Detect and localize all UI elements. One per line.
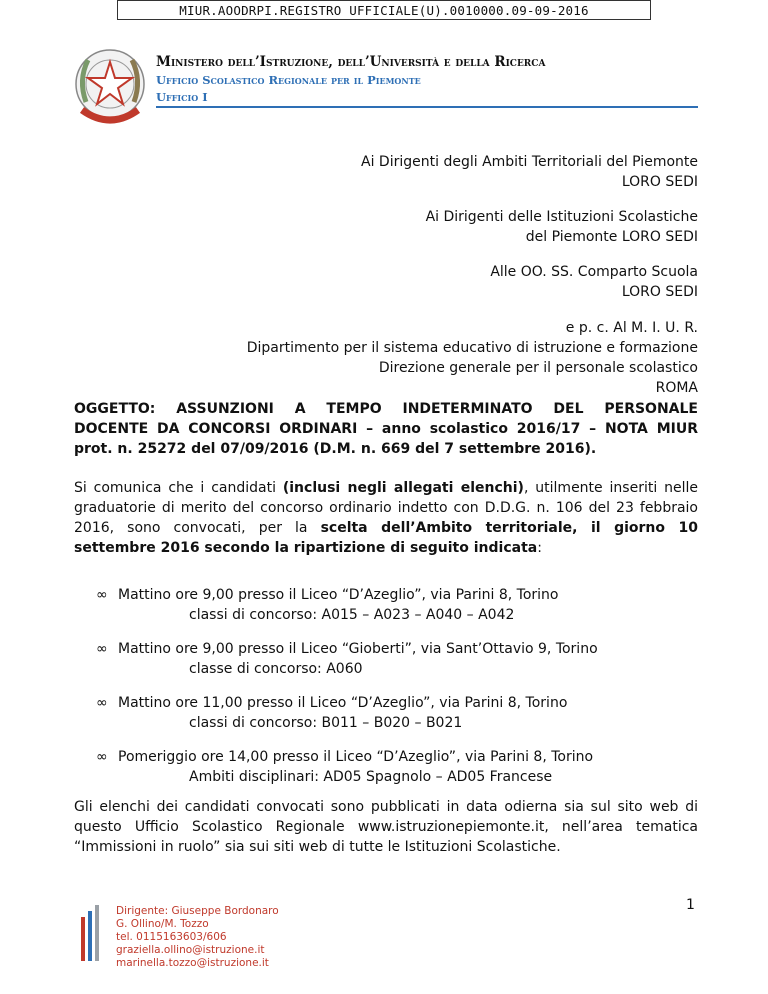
regional-office: Ufficio Scolastico Regionale per il Piemonte bbox=[156, 73, 421, 87]
footer-line: Dirigente: Giuseppe Bordonaro bbox=[116, 905, 279, 917]
office-logo-icon bbox=[80, 905, 100, 965]
page-number: 1 bbox=[686, 897, 695, 913]
text-bold: scelta dell’Ambito territoriale, il giorno 10 bbox=[320, 520, 698, 536]
list-item-line: Mattino ore 9,00 presso il Liceo “Gioberti”, via Sant’Ottavio 9, Torino bbox=[118, 641, 598, 657]
list-item bbox=[96, 747, 696, 787]
recipient-line: Dipartimento per il sistema educativo di istruzione e formazione bbox=[246, 340, 698, 356]
header-divider bbox=[156, 106, 698, 108]
text: “Immissioni in ruolo” sia sui siti web di tutte le Istituzioni Scolastiche. bbox=[74, 839, 561, 855]
list-item-line: classi di concorso: B011 – B020 – B021 bbox=[189, 715, 463, 731]
text: , utilmente inseriti nelle bbox=[523, 480, 698, 496]
list-item-line: Mattino ore 9,00 presso il Liceo “D’Azeglio”, via Parini 8, Torino bbox=[118, 587, 559, 603]
recipient-line: ROMA bbox=[655, 380, 698, 396]
italian-republic-emblem bbox=[68, 40, 152, 132]
recipient-block bbox=[426, 207, 698, 247]
bullet-icon: ∞ bbox=[96, 641, 108, 657]
list-item-line: Pomeriggio ore 14,00 presso il Liceo “D’Azeglio”, via Parini 8, Torino bbox=[118, 749, 594, 765]
bullet-icon: ∞ bbox=[96, 587, 108, 603]
text-bold: settembre 2016 secondo la ripartizione di seguito indicata bbox=[74, 540, 538, 556]
text: : bbox=[537, 540, 542, 556]
recipient-line: Alle OO. SS. Comparto Scuola bbox=[490, 264, 698, 280]
protocol-stamp: MIUR.AOODRPI.REGISTRO UFFICIALE(U).0010000.09-09-2016 bbox=[117, 0, 651, 20]
subject-heading bbox=[74, 399, 698, 459]
list-item-line: Mattino ore 11,00 presso il Liceo “D’Azeglio”, via Parini 8, Torino bbox=[118, 695, 568, 711]
body-paragraph-1 bbox=[74, 478, 698, 558]
subject-line: OGGETTO: ASSUNZIONI A TEMPO INDETERMINATO DEL PERSONALE bbox=[74, 401, 698, 417]
recipient-block bbox=[247, 318, 698, 398]
recipient-line: LORO SEDI bbox=[621, 174, 698, 190]
recipient-line: Direzione generale per il personale scolastico bbox=[378, 360, 698, 376]
ministry-name: Ministero dell’Istruzione, dell’Università e della Ricerca bbox=[156, 54, 546, 70]
text: questo Ufficio Scolastico Regionale www.istruzionepiemonte.it, nell’area tematica bbox=[74, 819, 698, 835]
recipient-line: e p. c. Al M. I. U. R. bbox=[565, 320, 698, 336]
bullet-icon: ∞ bbox=[96, 749, 108, 765]
subject-line: DOCENTE DA CONCORSI ORDINARI – anno scolastico 2016/17 – NOTA MIUR bbox=[74, 421, 698, 437]
recipient-line: Ai Dirigenti delle Istituzioni Scolastiche bbox=[425, 209, 698, 225]
list-item bbox=[96, 639, 696, 679]
text: 2016, sono convocati, per la bbox=[74, 520, 321, 536]
list-item bbox=[96, 693, 696, 733]
bullet-icon: ∞ bbox=[96, 695, 108, 711]
office-unit: Ufficio I bbox=[156, 90, 208, 104]
list-item-line: classi di concorso: A015 – A023 – A040 – A042 bbox=[189, 607, 515, 623]
recipient-line: Ai Dirigenti degli Ambiti Territoriali del Piemonte bbox=[361, 154, 698, 170]
recipient-line: LORO SEDI bbox=[621, 284, 698, 300]
text: graduatorie di merito del concorso ordinario indetto con D.D.G. n. 106 del 23 febbraio bbox=[74, 500, 698, 516]
footer-line: G. Ollino/M. Tozzo bbox=[116, 918, 209, 930]
text: Gli elenchi dei candidati convocati sono pubblicati in data odierna sia sul sito web di bbox=[74, 799, 698, 815]
footer-contacts bbox=[116, 905, 279, 970]
body-paragraph-2 bbox=[74, 797, 698, 857]
list-item-line: Ambiti disciplinari: AD05 Spagnolo – AD05 Francese bbox=[189, 769, 553, 785]
recipient-line: del Piemonte LORO SEDI bbox=[525, 229, 698, 245]
footer-line: tel. 0115163603/606 bbox=[116, 931, 227, 943]
recipient-block bbox=[490, 262, 698, 302]
recipient-block bbox=[361, 152, 698, 192]
text-bold: (inclusi negli allegati elenchi) bbox=[282, 480, 524, 496]
list-item bbox=[96, 585, 696, 625]
footer-line: graziella.ollino@istruzione.it bbox=[116, 944, 265, 956]
list-item-line: classe di concorso: A060 bbox=[189, 661, 363, 677]
footer-line: marinella.tozzo@istruzione.it bbox=[116, 957, 269, 969]
text: Si comunica che i candidati bbox=[74, 480, 283, 496]
subject-line: prot. n. 25272 del 07/09/2016 (D.M. n. 669 del 7 settembre 2016). bbox=[74, 441, 597, 457]
